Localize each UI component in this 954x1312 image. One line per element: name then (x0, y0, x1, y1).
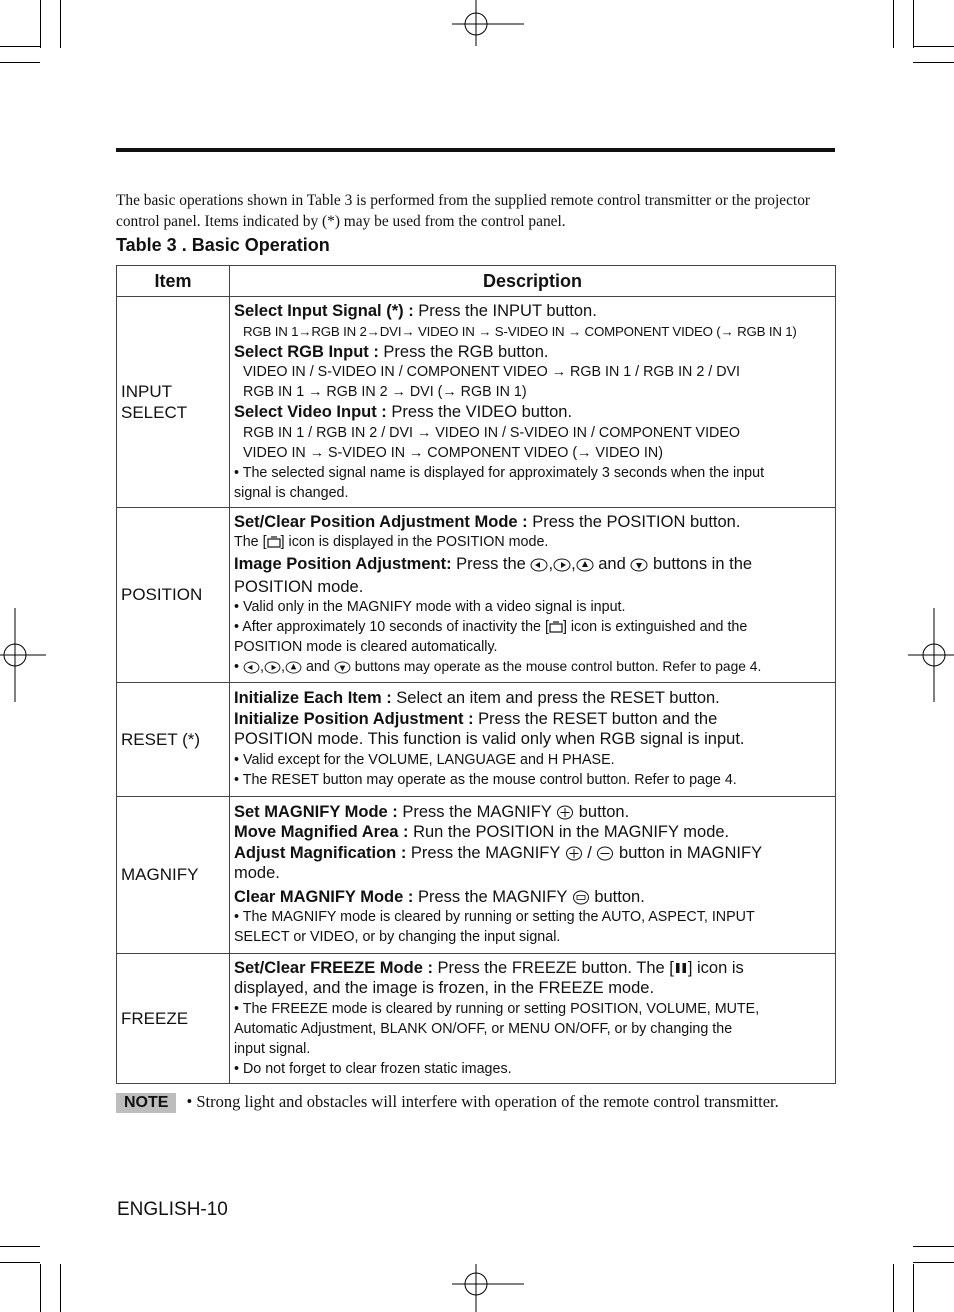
initialize-position-line: Initialize Position Adjustment : Press the RESET button and the (234, 709, 718, 728)
crop-mark (0, 1262, 40, 1263)
right-arrow-button-icon (553, 558, 571, 572)
position-mode-icon (549, 621, 563, 633)
crop-mark (893, 1264, 894, 1312)
item-label: SELECT (121, 402, 188, 422)
position-mode-line: POSITION mode. (234, 577, 364, 596)
input-select-note: signal is changed. (234, 484, 349, 501)
set-magnify-line: Set MAGNIFY Mode : Press the MAGNIFY button. (234, 802, 630, 821)
note-text: • Strong light and obstacles will interfere with operation of the remote control transmitter. (186, 1092, 779, 1111)
freeze-note: • The FREEZE mode is cleared by running or setting POSITION, VOLUME, MUTE, (234, 1000, 760, 1017)
registration-mark-bottom (452, 1264, 524, 1312)
position-note: • After approximately 10 seconds of inactivity the [ ] icon is extinguished and the (234, 619, 748, 636)
magnify-note: SELECT or VIDEO, or by changing the input signal. (234, 929, 561, 946)
description-reset (230, 682, 836, 796)
crop-mark (913, 46, 954, 47)
magnify-off-icon (572, 890, 590, 905)
crop-mark (913, 1262, 954, 1263)
position-note: • Valid only in the MAGNIFY mode with a video signal is input. (234, 599, 626, 616)
select-input-cycle: RGB IN 1→RGB IN 2→DVI→ VIDEO IN → S-VIDEO IN → COMPONENT VIDEO (→ RGB IN 1) (243, 323, 797, 339)
crop-mark (913, 62, 954, 63)
position-mode-icon (267, 536, 281, 548)
description-input-select (230, 297, 836, 508)
registration-mark-top (452, 0, 524, 46)
magnify-note: • The MAGNIFY mode is cleared by running or setting the AUTO, ASPECT, INPUT (234, 909, 755, 926)
position-note: POSITION mode is cleared automatically. (234, 639, 498, 656)
adjust-magnification-line2: mode. (234, 864, 280, 883)
table-row (117, 507, 836, 682)
clear-magnify-line: Clear MAGNIFY Mode : Press the MAGNIFY button. (234, 887, 645, 906)
input-select-note: • The selected signal name is displayed for approximately 3 seconds when the input (234, 464, 765, 481)
crop-mark (893, 0, 894, 48)
down-arrow-button-icon (630, 558, 648, 572)
set-clear-position-line: Set/Clear Position Adjustment Mode : Press the POSITION button. (234, 512, 741, 531)
left-arrow-button-icon (243, 661, 260, 674)
select-rgb-cycle: VIDEO IN / S-VIDEO IN / COMPONENT VIDEO → RGB IN 1 / RGB IN 2 / DVI (243, 364, 741, 380)
registration-mark-left (0, 608, 46, 702)
basic-operation-table (116, 265, 836, 1084)
item-reset: RESET (*) (117, 682, 230, 796)
up-arrow-button-icon (285, 661, 302, 674)
select-input-line: Select Input Signal (*) : Press the INPUT button. (234, 302, 597, 320)
left-arrow-button-icon (530, 558, 548, 572)
select-video-cycle: RGB IN 1 / RGB IN 2 / DVI → VIDEO IN / S-VIDEO IN / COMPONENT VIDEO (243, 424, 741, 441)
initialize-position-line2: POSITION mode. This function is valid only when RGB signal is input. (234, 730, 745, 749)
crop-mark (913, 1246, 954, 1247)
move-magnified-line: Move Magnified Area : Run the POSITION in the MAGNIFY mode. (234, 823, 730, 842)
crop-mark (913, 1264, 914, 1312)
down-arrow-button-icon (334, 661, 351, 674)
crop-mark (60, 0, 61, 48)
item-position: POSITION (117, 507, 230, 682)
crop-mark (0, 1246, 40, 1247)
set-clear-freeze-line: Set/Clear FREEZE Mode : Press the FREEZE button. The [ ] icon is (234, 958, 744, 977)
reset-note: • The RESET button may operate as the mouse control button. Refer to page 4. (234, 771, 737, 788)
note-badge: NOTE (116, 1093, 176, 1113)
freeze-line2: displayed, and the image is frozen, in the FREEZE mode. (234, 979, 655, 997)
header-rule (116, 148, 835, 152)
table-row (117, 682, 836, 796)
crop-mark (40, 1264, 41, 1312)
initialize-each-line: Initialize Each Item : Select an item and press the RESET button. (234, 689, 720, 708)
table-row (117, 297, 836, 508)
crop-mark (913, 0, 914, 48)
freeze-note: input signal. (234, 1040, 311, 1057)
magnify-on-icon (556, 805, 574, 820)
right-arrow-button-icon (264, 661, 281, 674)
magnify-minus-icon (596, 846, 614, 861)
item-label: INPUT (121, 381, 172, 401)
adjust-magnification-line: Adjust Magnification : Press the MAGNIFY / button in MAGNIFY (234, 843, 763, 862)
note-line (116, 1092, 779, 1113)
registration-mark-right (908, 608, 954, 702)
crop-mark (0, 46, 40, 47)
page-footer: ENGLISH-10 (117, 1199, 228, 1220)
item-freeze: FREEZE (117, 953, 230, 1083)
freeze-note: Automatic Adjustment, BLANK ON/OFF, or MENU ON/OFF, or by changing the (234, 1020, 733, 1037)
item-input-select (117, 297, 230, 508)
table-header-row (117, 266, 836, 297)
table-row (117, 796, 836, 953)
image-position-line: Image Position Adjustment: Press the , , and buttons in the (234, 555, 753, 574)
up-arrow-button-icon (576, 558, 594, 572)
header-description: Description (230, 266, 836, 297)
select-rgb-line: Select RGB Input : Press the RGB button. (234, 342, 549, 361)
reset-note: • Valid except for the VOLUME, LANGUAGE and H PHASE. (234, 751, 615, 768)
intro-paragraph: The basic operations shown in Table 3 is performed from the supplied remote control transmitter or the projector control panel. Items indicated by (*) may be used from the control panel. (116, 192, 811, 230)
magnify-plus-icon (565, 846, 583, 861)
freeze-note: • Do not forget to clear frozen static images. (234, 1060, 512, 1077)
crop-mark (60, 1264, 61, 1312)
item-magnify: MAGNIFY (117, 796, 230, 953)
description-position (230, 507, 836, 682)
freeze-pause-icon (674, 961, 688, 975)
select-video-cycle: VIDEO IN → S-VIDEO IN → COMPONENT VIDEO (→ VIDEO IN) (243, 444, 663, 461)
table-caption: Table 3 . Basic Operation (116, 235, 330, 255)
header-item: Item (117, 266, 230, 297)
table-row (117, 953, 836, 1083)
position-note: • , , and buttons may operate as the mouse control button. Refer to page 4. (234, 659, 762, 676)
select-rgb-cycle: RGB IN 1 → RGB IN 2 → DVI (→ RGB IN 1) (243, 384, 527, 400)
description-magnify (230, 796, 836, 953)
crop-mark (0, 62, 40, 63)
select-video-line: Select Video Input : Press the VIDEO button. (234, 403, 573, 421)
description-freeze (230, 953, 836, 1083)
crop-mark (40, 0, 41, 48)
position-icon-line: The [ ] icon is displayed in the POSITION mode. (234, 534, 549, 551)
